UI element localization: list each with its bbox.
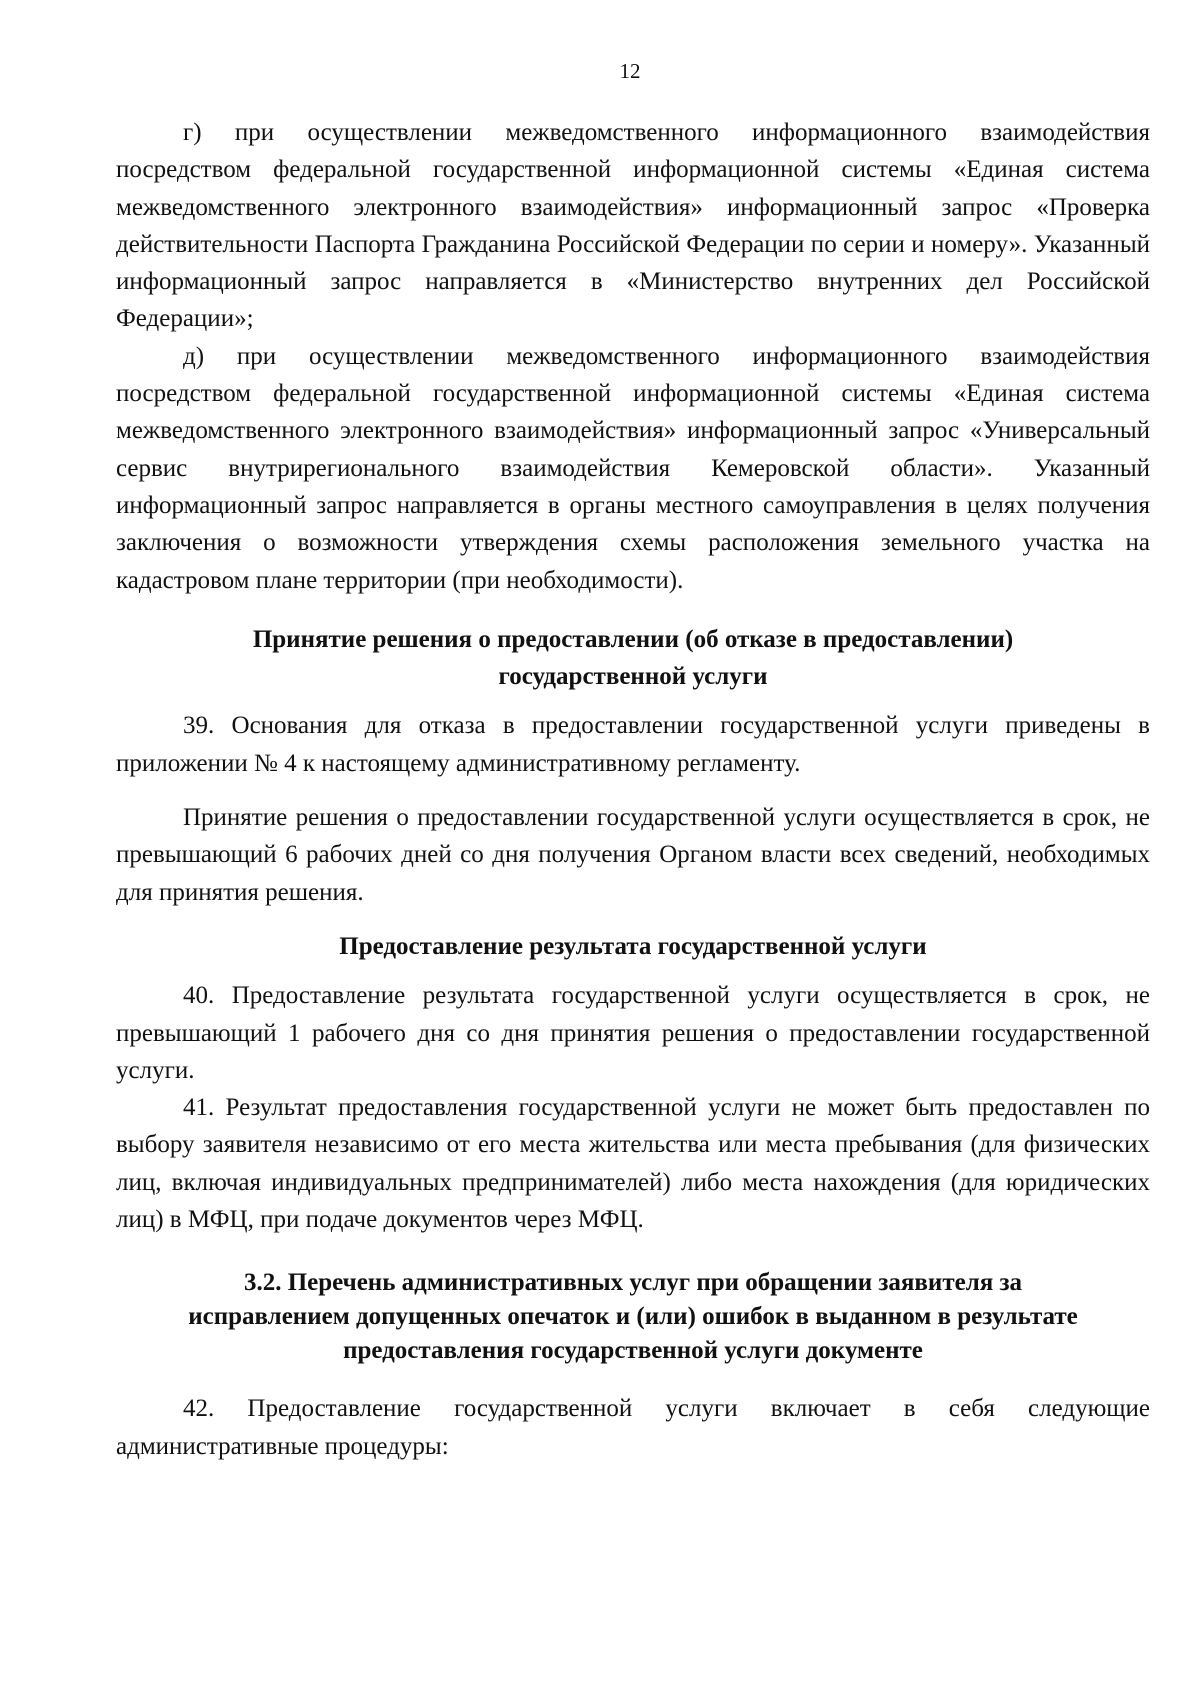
heading-result: Предоставление результата государственной услуги — [339, 932, 927, 960]
paragraph-40: 40. Предоставление результата государственной услуги осуществляется в срок, не превышающий 1 рабочего дня со дня принятия решения о предоставлении государственной услуги. — [116, 982, 1150, 1084]
paragraph-39: 39. Основания для отказа в предоставлении государственной услуги приведены в приложении № 4 к настоящему административному регламенту. — [116, 712, 1150, 777]
heading-section-3-2-line1: 3.2. Перечень административных услуг при обращении заявителя за — [243, 1269, 1023, 1297]
paragraph-d: д) при осуществлении межведомственного информационного взаимодействия посредством федеральной государственной информационной системы «Единая система межведомственного электронного взаимодействия» информационный запрос «Универсальный сервис внутрирегионального взаимодействия Кемеровской области». Указанный информационный запрос направляется в органы местного самоуправления в целях получения заключения о возможности утверждения схемы расположения земельного участка на кадастровом плане территории (при необходимости). — [116, 342, 1150, 594]
paragraph-42: 42. Предоставление государственной услуги включает в себя следующие административные процедуры: — [116, 1395, 1150, 1460]
paragraph-decision-term: Принятие решения о предоставлении государственной услуги осуществляется в срок, не превышающий 6 рабочих дней со дня получения Органом власти всех сведений, необходимых для принятия решения. — [116, 804, 1150, 906]
heading-decision-line2: государственной услуги — [498, 663, 768, 691]
paragraph-g: г) при осуществлении межведомственного информационного взаимодействия посредством федеральной государственной информационной системы «Единая система межведомственного электронного взаимодействия» информационный запрос «Проверка действительности Паспорта Гражданина Российской Федерации по серии и номеру». Указанный информационный запрос направляется в «Министерство внутренних дел Российской Федерации»; — [116, 119, 1150, 333]
page-number: 12 — [619, 59, 641, 83]
heading-section-3-2-line2: исправлением допущенных опечаток и (или) ошибок в выданном в результате — [188, 1303, 1078, 1331]
paragraph-41: 41. Результат предоставления государственной услуги не может быть предоставлен по выбору заявителя независимо от его места жительства или места пребывания (для физических лиц, включая индивидуальных предпринимателей) либо места нахождения (для юридических лиц) в МФЦ, при подаче документов через МФЦ. — [116, 1094, 1150, 1234]
heading-decision-line1: Принятие решения о предоставлении (об отказе в предоставлении) — [252, 625, 1014, 653]
document-body — [116, 114, 1150, 1465]
heading-section-3-2-line3: предоставления государственной услуги документе — [343, 1337, 923, 1365]
